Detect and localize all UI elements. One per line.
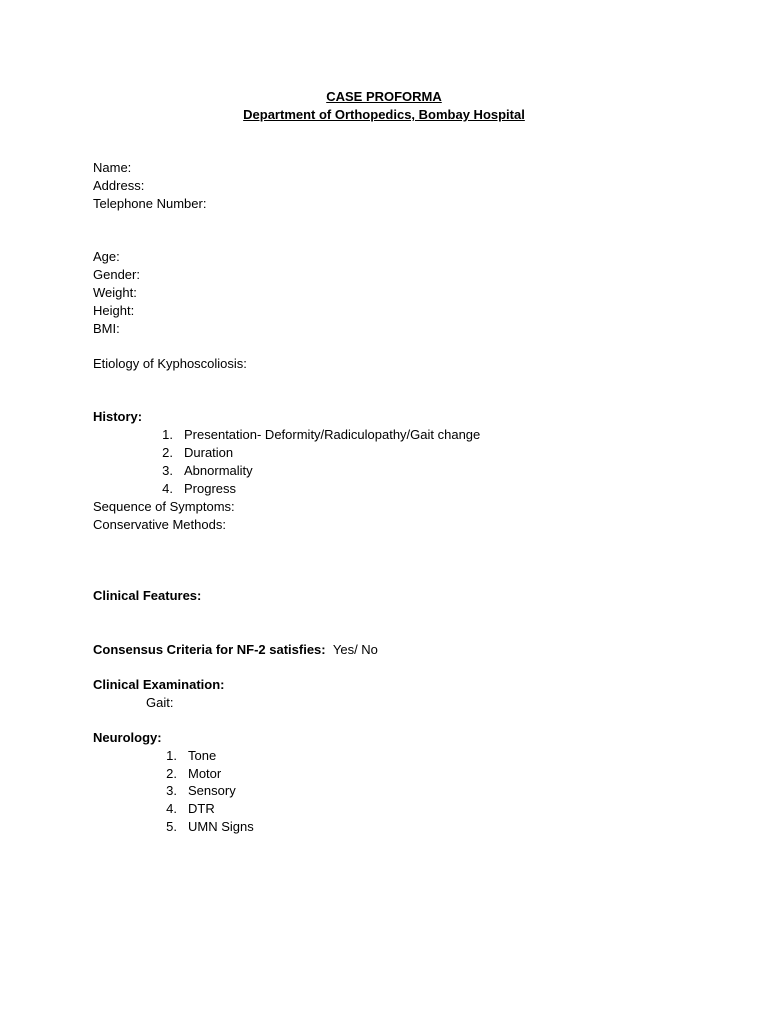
gender-label: Gender: (93, 267, 140, 282)
neurology-item-number: 2. (166, 766, 177, 781)
sequence-of-symptoms-label: Sequence of Symptoms: (93, 499, 235, 514)
history-item-number: 2. (162, 445, 173, 460)
history-item-text: Duration (184, 445, 234, 460)
history-item-text: Abnormality (184, 463, 253, 478)
bmi-label: BMI: (93, 321, 120, 336)
telephone-label: Telephone Number: (93, 196, 207, 211)
history-item-text: Presentation- Deformity/Radiculopathy/Gait change (184, 427, 481, 442)
neurology-item-text: DTR (188, 801, 215, 816)
document-subtitle: Department of Orthopedics, Bombay Hospital (243, 107, 525, 122)
address-label: Address: (93, 178, 145, 193)
history-item-text: Progress (184, 481, 237, 496)
history-item-number: 3. (162, 463, 173, 478)
weight-label: Weight: (93, 285, 137, 300)
consensus-criteria-text: Consensus Criteria for NF-2 satisfies: (93, 642, 326, 657)
history-item-number: 4. (162, 481, 173, 496)
etiology-label: Etiology of Kyphoscoliosis: (93, 356, 247, 371)
neurology-item-number: 1. (166, 748, 177, 763)
neurology-heading: Neurology: (93, 730, 162, 745)
document-title: CASE PROFORMA (326, 89, 442, 104)
gait-label: Gait: (146, 695, 174, 710)
clinical-features-heading: Clinical Features: (93, 588, 202, 603)
age-label: Age: (93, 249, 120, 264)
height-label: Height: (93, 303, 135, 318)
neurology-item-number: 5. (166, 819, 177, 834)
history-heading: History: (93, 409, 143, 424)
neurology-item-text: Motor (188, 766, 222, 781)
consensus-criteria-label (93, 641, 378, 659)
clinical-examination-heading: Clinical Examination: (93, 677, 225, 692)
neurology-item-number: 3. (166, 783, 177, 798)
name-label: Name: (93, 160, 132, 175)
neurology-item-text: UMN Signs (188, 819, 254, 834)
history-item-number: 1. (162, 427, 173, 442)
conservative-methods-label: Conservative Methods: (93, 517, 226, 532)
consensus-criteria-options: Yes/ No (332, 642, 378, 657)
neurology-item-text: Sensory (188, 783, 236, 798)
neurology-item-text: Tone (188, 748, 217, 763)
neurology-item-number: 4. (166, 801, 177, 816)
